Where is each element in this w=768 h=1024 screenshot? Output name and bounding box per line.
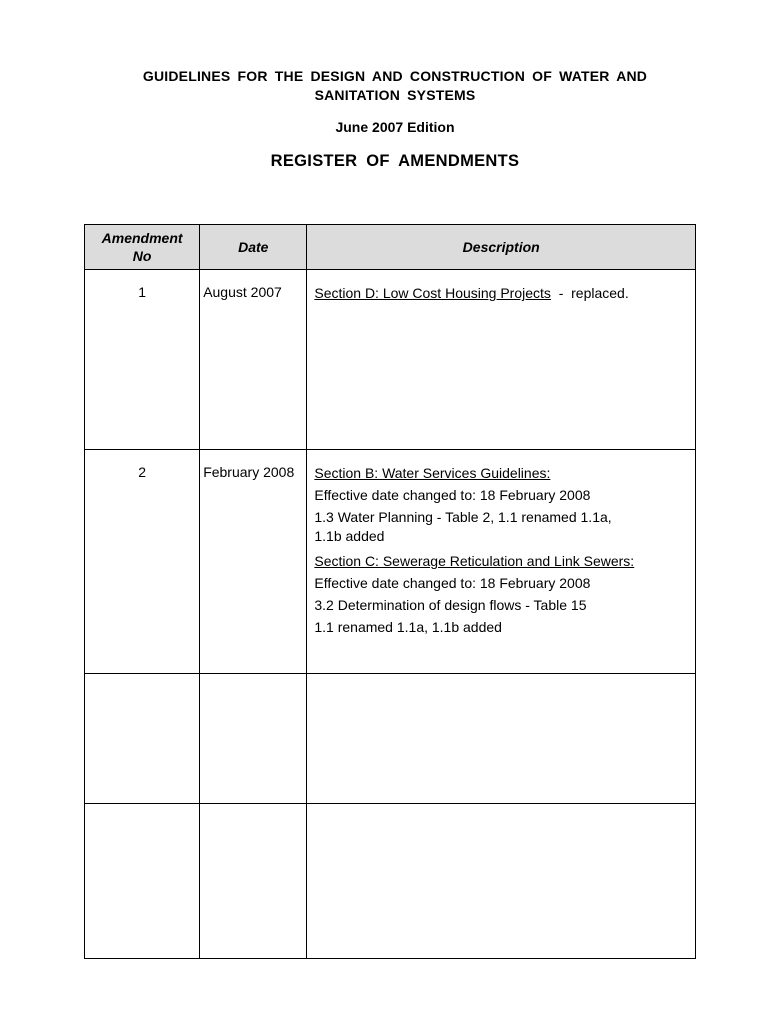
table-row — [85, 270, 696, 450]
section-title: Section C: Sewerage Reticulation and Link Sewers: — [314, 553, 635, 569]
document-title — [110, 67, 680, 105]
amendment-date: August 2007 — [200, 270, 307, 450]
register-heading: REGISTER OF AMENDMENTS — [270, 152, 520, 170]
empty-cell — [200, 804, 307, 959]
empty-cell — [200, 674, 307, 804]
table-header-row — [85, 225, 696, 270]
description-line: 1.3 Water Planning - Table 2, 1.1 renamed 1.1a, — [314, 509, 612, 525]
empty-cell — [307, 804, 696, 959]
amendment-number: 2 — [85, 450, 200, 674]
header-description: Description — [307, 225, 696, 270]
description-line: 1.1 renamed 1.1a, 1.1b added — [314, 619, 502, 635]
edition-label: June 2007 Edition — [335, 119, 455, 135]
header-date: Date — [200, 225, 307, 270]
description-line: 1.1b added — [314, 528, 385, 544]
title-line-1: GUIDELINES FOR THE DESIGN AND CONSTRUCTION OF WATER AND — [142, 68, 648, 84]
section-title: Section B: Water Services Guidelines: — [314, 465, 551, 481]
section-title: Section D: Low Cost Housing Projects — [314, 285, 551, 301]
title-line-2: SANITATION SYSTEMS — [314, 87, 476, 103]
table-row — [85, 804, 696, 959]
section-note: - replaced. — [550, 285, 629, 301]
amendments-table — [84, 224, 696, 959]
description-line: Effective date changed to: 18 February 2008 — [314, 575, 591, 591]
amendment-description — [307, 270, 696, 450]
description-line: 3.2 Determination of design flows - Table 15 — [314, 597, 587, 613]
empty-cell — [85, 804, 200, 959]
amendment-number: 1 — [85, 270, 200, 450]
amendment-description — [307, 450, 696, 674]
empty-cell — [85, 674, 200, 804]
description-line: Effective date changed to: 18 February 2008 — [314, 487, 591, 503]
table-row — [85, 450, 696, 674]
amendment-date: February 2008 — [200, 450, 307, 674]
empty-cell — [307, 674, 696, 804]
table-row — [85, 674, 696, 804]
header-amendment-no: Amendment No — [85, 225, 200, 270]
